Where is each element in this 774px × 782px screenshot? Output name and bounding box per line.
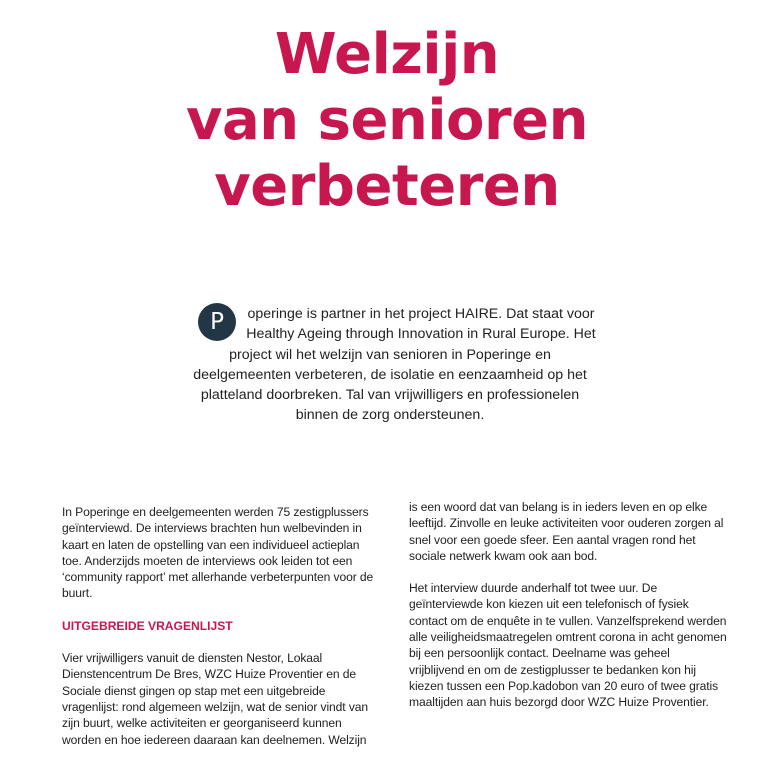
title-line-3: verbeteren — [214, 154, 560, 219]
page-title — [0, 22, 774, 220]
title-line-1: Welzijn — [274, 22, 500, 87]
intro-paragraph — [180, 304, 600, 426]
section-subheading: UITGEBREIDE VRAGENLIJST — [62, 618, 233, 633]
dropcap-letter: P — [198, 303, 236, 341]
left-paragraph-1: In Poperinge en deelgemeenten werden 75 zestigplussers geïnterviewd. De interviews brachten hun welbevinden in kaart en laten de opstelling van een individueel actieplan toe. Anderzijds moeten de interviews ook leiden tot een ‘community rapport’ met allerhande verbeterpunten voor de buurt. — [62, 505, 374, 601]
left-column — [62, 504, 378, 764]
title-line-2: van senioren — [186, 88, 588, 153]
right-paragraph-2: Het interview duurde anderhalf tot twee uur. De geïnterviewde kon kiezen uit een telefonisch of fysiek contact om de enquête in te vullen. Vanzelfsprekend werden alle veiligheidsmaatregelen omtrent corona in acht genomen bij een persoonlijk contact. Deelname was geheel vrijblijvend en om de zestigplusser te bedanken kon hij kiezen tussen een Pop.kadobon van 20 euro of twee gratis maaltijden aan huis bezorgd door WZC Huize Proventier. — [409, 581, 727, 710]
left-paragraph-2: Vier vrijwilligers vanuit de diensten Nestor, Lokaal Dienstencentrum De Bres, WZC Huize Proventier en de Sociale dienst gingen op stap met een uitgebreide vragenlijst: rond algemeen welzijn, wat de senior vindt van zijn buurt, welke activiteiten er georganiseerd kunnen worden en hoe iedereen daaraan kan deelnemen. Welzijn — [62, 651, 369, 747]
intro-text: operinge is partner in het project HAIRE. Dat staat voor Healthy Ageing through Innovation in Rural Europe. Het project wil het welzijn van senioren in Poperinge en deelgemeenten verbeteren, de isolatie en eenzaamheid op het platteland doorbreken. Tal van vrijwilligers en professionelen binnen de zorg ondersteunen. — [193, 306, 596, 424]
right-paragraph-1: is een woord dat van belang is in ieders leven en op elke leeftijd. Zinvolle en leuke activiteiten voor ouderen zorgen al snel voor een goede sfeer. Een aantal vragen rond het sociale netwerk kwam ook aan bod. — [409, 500, 724, 563]
right-column — [409, 499, 727, 727]
